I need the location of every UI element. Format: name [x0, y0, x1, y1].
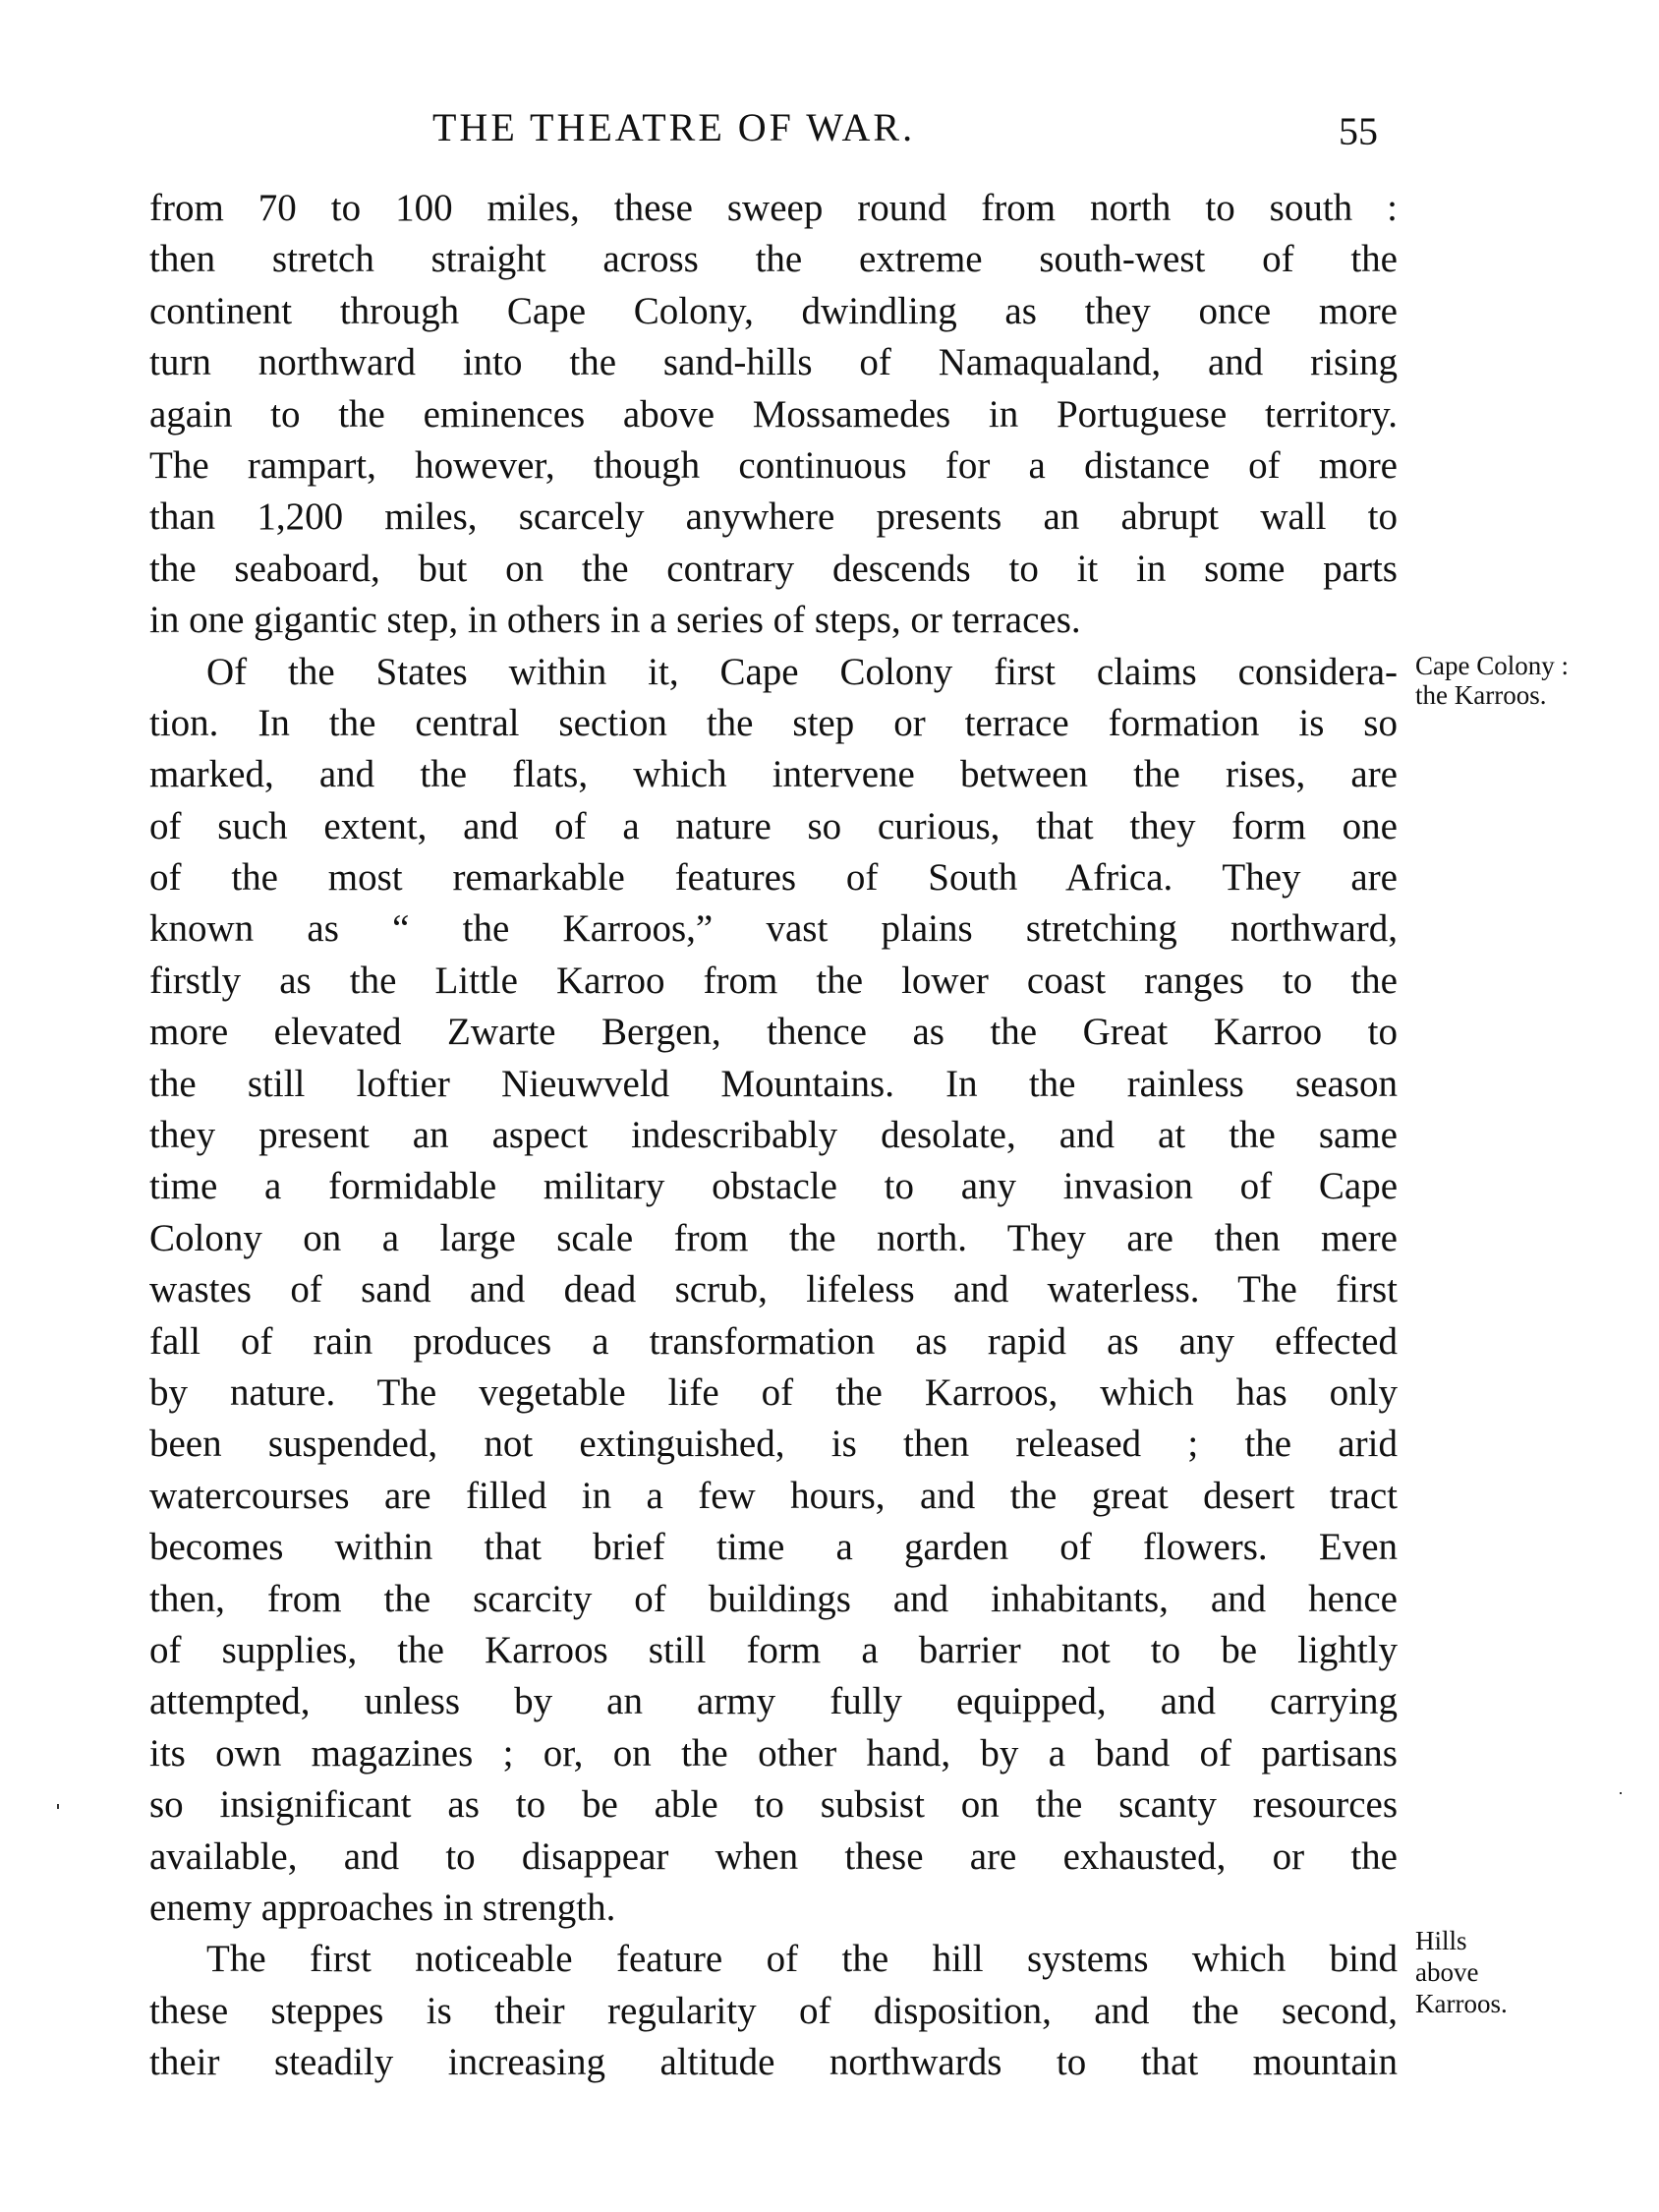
text-line: tion. In the central section the step or terrace formation is so: [149, 701, 1398, 744]
text-line: The rampart, however, though continuous for a distance of more: [149, 443, 1398, 487]
text-line: of such extent, and of a nature so curious, that they form one: [149, 804, 1398, 847]
text-line: known as “ the Karroos,” vast plains stretching northward,: [149, 907, 1398, 951]
sidenote-line: Cape Colony :: [1415, 651, 1569, 680]
text-line: continent through Cape Colony, dwindling as they once more: [149, 289, 1398, 332]
text-line: enemy approaches in strength.: [149, 1886, 616, 1929]
text-line: firstly as the Little Karroo from the lower coast ranges to the: [149, 959, 1398, 1002]
text-line: by nature. The vegetable life of the Karroos, which has only: [149, 1370, 1398, 1414]
body-text: [149, 183, 1398, 2088]
scan-speck: [57, 1804, 59, 1809]
text-line: the still loftier Nieuwveld Mountains. In the rainless season: [149, 1062, 1398, 1105]
text-line: their steadily increasing altitude northwards to that mountain: [149, 2041, 1398, 2084]
sidenote-cape-colony: [1415, 651, 1569, 710]
text-line: then stretch straight across the extreme south-west of the: [149, 238, 1398, 281]
text-line: attempted, unless by an army fully equipped, and carrying: [149, 1680, 1398, 1723]
sidenote-line: Hills: [1415, 1926, 1467, 1955]
running-head: [0, 98, 1659, 157]
running-title: THE THEATRE OF WAR.: [432, 105, 916, 149]
page-number: 55: [1339, 109, 1378, 153]
paragraph-start-line: Of the States within it, Cape Colony first claims considera-: [206, 650, 1398, 693]
scan-speck: [1620, 1792, 1622, 1794]
text-line: fall of rain produces a transformation as rapid as any effected: [149, 1319, 1398, 1363]
text-line: wastes of sand and dead scrub, lifeless and waterless. The first: [149, 1268, 1398, 1311]
text-line: marked, and the flats, which intervene between the rises, are: [149, 753, 1398, 796]
text-line: watercourses are filled in a few hours, and the great desert tract: [149, 1474, 1398, 1517]
sidenote-line: above: [1415, 1957, 1479, 1987]
text-line: so insignificant as to be able to subsist on the scanty resources: [149, 1783, 1398, 1827]
text-line: turn northward into the sand-hills of Namaqualand, and rising: [149, 341, 1398, 384]
text-line: then, from the scarcity of buildings and inhabitants, and hence: [149, 1577, 1398, 1620]
text-line: again to the eminences above Mossamedes in Portuguese territory.: [149, 392, 1398, 436]
text-line: the seaboard, but on the contrary descends to it in some parts: [149, 547, 1398, 590]
text-line: becomes within that brief time a garden of flowers. Even: [149, 1526, 1398, 1569]
text-line: these steppes is their regularity of disposition, and the second,: [149, 1989, 1398, 2032]
text-line: been suspended, not extinguished, is then released ; the arid: [149, 1423, 1398, 1466]
text-line: of supplies, the Karroos still form a barrier not to be lightly: [149, 1628, 1398, 1671]
sidenote-line: Karroos.: [1415, 1989, 1508, 2018]
text-line: of the most remarkable features of South Africa. They are: [149, 856, 1398, 900]
text-line: time a formidable military obstacle to any invasion of Cape: [149, 1165, 1398, 1208]
sidenote-line: the Karroos.: [1415, 680, 1547, 710]
sidenote-hills-above-karroos: [1415, 1925, 1508, 2019]
text-line: available, and to disappear when these are exhausted, or the: [149, 1834, 1398, 1878]
text-line: its own magazines ; or, on the other hand, by a band of partisans: [149, 1731, 1398, 1775]
text-line: they present an aspect indescribably desolate, and at the same: [149, 1114, 1398, 1157]
text-line: than 1,200 miles, scarcely anywhere presents an abrupt wall to: [149, 495, 1398, 539]
text-line: in one gigantic step, in others in a series of steps, or terraces.: [149, 599, 1081, 642]
text-line: from 70 to 100 miles, these sweep round from north to south :: [149, 187, 1398, 229]
paragraph-start-line: The first noticeable feature of the hill systems which bind: [206, 1938, 1398, 1981]
text-line: more elevated Zwarte Bergen, thence as the Great Karroo to: [149, 1011, 1398, 1054]
text-line: Colony on a large scale from the north. They are then mere: [149, 1216, 1398, 1259]
